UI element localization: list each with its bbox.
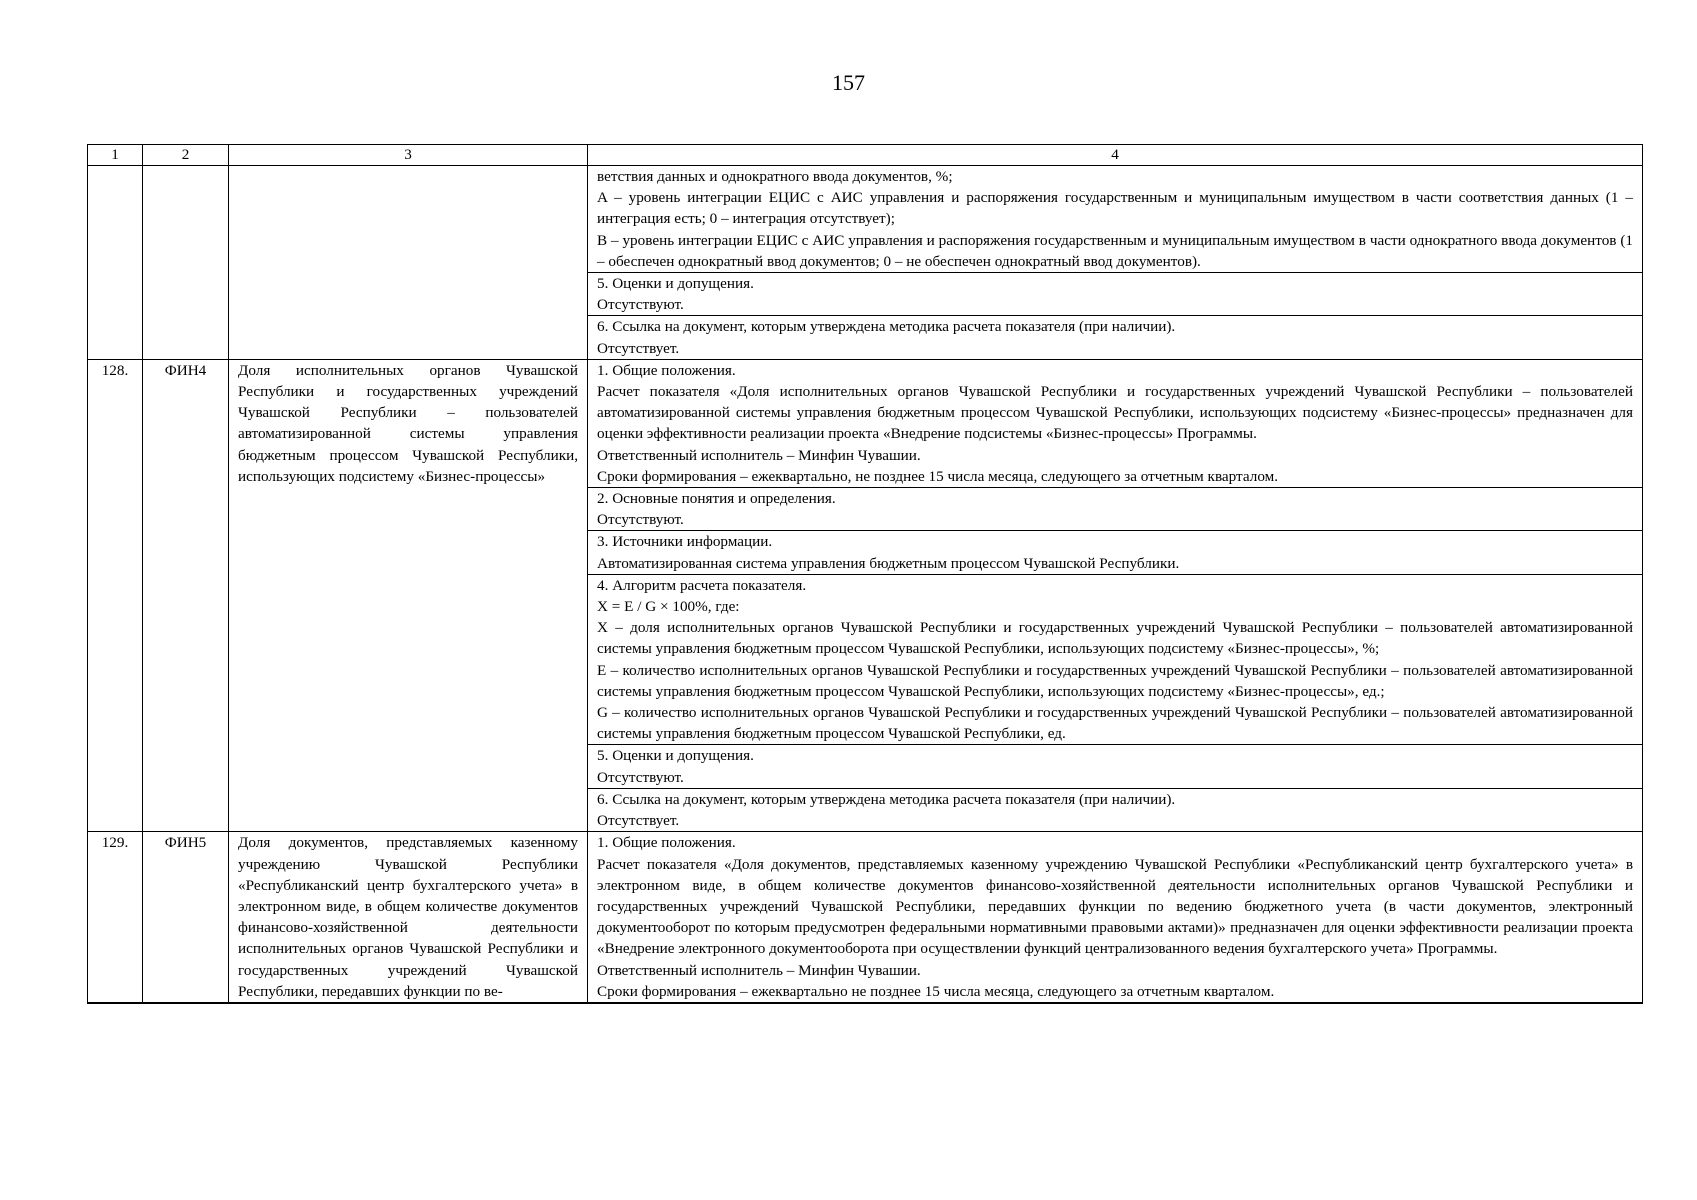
method-section bbox=[588, 488, 1643, 531]
formula: X = E / G × 100%, где: bbox=[597, 598, 740, 616]
section-line: 3. Источники информации. bbox=[597, 533, 773, 551]
row-number: 129. bbox=[88, 832, 143, 1003]
indicator-code bbox=[143, 166, 229, 360]
indicator-code: ФИН4 bbox=[143, 359, 229, 831]
header-col-4: 4 bbox=[588, 145, 1643, 166]
section-line: 6. Ссылка на документ, которым утверждена методика расчета показателя (при наличии). bbox=[597, 318, 1176, 336]
section-line: B – уровень интеграции ЕЦИС с АИС управления и распоряжения государственным и муниципальным имуществом в части однократного ввода документов (1 – обеспечен однократный ввод документов; 0 – не обеспечен однократный ввод документов). bbox=[597, 231, 1633, 270]
section-line: Расчет показателя «Доля исполнительных органов Чувашской Республики и государственных учреждений Чувашской Республики – пользователей автоматизированной системы управления бюджетным процессом Чувашской Республики, использующих подсистему «Бизнес-процессы» предназначен для оценки эффективности реализации проекта «Внедрение подсистемы «Бизнес-процессы» Программы. bbox=[597, 383, 1633, 443]
section-line: X – доля исполнительных органов Чувашской Республики и государственных учреждений Чувашской Республики – пользователей автоматизированной системы управления бюджетным процессом Чувашской Республики, использующих подсистему «Бизнес-процессы», %; bbox=[597, 619, 1633, 658]
section-line: Отсутствуют. bbox=[597, 296, 684, 314]
method-section bbox=[588, 166, 1643, 273]
row-number: 128. bbox=[88, 359, 143, 831]
section-line: Расчет показателя «Доля документов, представляемых казенному учреждению Чувашской Республики «Республиканский центр бухгалтерского учета» в электронном виде, в общем количестве документов финансово-хозяйственной деятельности исполнительных органов Чувашской Республики и государственных учреждений Чувашской Республики, передавших функции по ведению бюджетного учета (в части документов, электронный документооборот по которым предусмотрен федеральными нормативными правовыми актами)» предназначен для оценки эффективности реализации проекта «Внедрение электронного документооборота при осуществлении функций централизованного ведения бухгалтерского учета» Программы. bbox=[597, 855, 1633, 958]
header-col-2: 2 bbox=[143, 145, 229, 166]
section-line: Сроки формирования – ежеквартально не позднее 15 числа месяца, следующего за отчетным кварталом. bbox=[597, 982, 1275, 1000]
section-line: Сроки формирования – ежеквартально, не позднее 15 числа месяца, следующего за отчетным кварталом. bbox=[597, 467, 1279, 485]
indicator-table bbox=[87, 144, 1643, 1004]
indicator-name: Доля исполнительных органов Чувашской Республики и государственных учреждений Чувашской Республики – пользователей автоматизированной системы управления бюджетным процессом Чувашской Республики, использующих подсистему «Бизнес-процессы» bbox=[229, 359, 588, 831]
method-section bbox=[588, 359, 1643, 487]
section-line: Ответственный исполнитель – Минфин Чувашии. bbox=[597, 961, 921, 979]
section-line: Отсутствует. bbox=[597, 339, 680, 357]
section-line: Отсутствуют. bbox=[597, 511, 684, 529]
indicator-name bbox=[229, 166, 588, 360]
section-line: 5. Оценки и допущения. bbox=[597, 747, 754, 765]
section-line: 2. Основные понятия и определения. bbox=[597, 490, 836, 508]
method-section bbox=[588, 788, 1643, 831]
method-section bbox=[588, 832, 1643, 1003]
table-row bbox=[88, 832, 1643, 1003]
section-line: Ответственный исполнитель – Минфин Чувашии. bbox=[597, 446, 921, 464]
header-col-1: 1 bbox=[88, 145, 143, 166]
method-section bbox=[588, 531, 1643, 574]
section-line: ветствия данных и однократного ввода документов, %; bbox=[597, 168, 953, 185]
indicator-name: Доля документов, представляемых казенному учреждению Чувашской Республики «Республиканский центр бухгалтерского учета» в электронном виде, в общем количестве документов финансово-хозяйственной деятельности исполнительных органов Чувашской Республики и государственных учреждений Чувашской Республики, передавших функции по ве- bbox=[229, 832, 588, 1003]
section-line: E – количество исполнительных органов Чувашской Республики и государственных учреждений Чувашской Республики – пользователей автоматизированной системы управления бюджетным процессом Чувашской Республики, использующих подсистему «Бизнес-процессы», ед.; bbox=[597, 661, 1633, 700]
row-number bbox=[88, 166, 143, 360]
method-section bbox=[588, 273, 1643, 316]
section-line: 4. Алгоритм расчета показателя. bbox=[597, 576, 807, 594]
section-line: Отсутствуют. bbox=[597, 768, 684, 786]
indicator-code: ФИН5 bbox=[143, 832, 229, 1003]
method-section bbox=[588, 316, 1643, 359]
page-number: 157 bbox=[832, 70, 865, 95]
table-row bbox=[88, 166, 1643, 273]
method-section bbox=[588, 745, 1643, 788]
section-line: Автоматизированная система управления бюджетным процессом Чувашской Республики. bbox=[597, 554, 1180, 572]
section-line: 1. Общие положения. bbox=[597, 361, 736, 379]
section-line: Отсутствует. bbox=[597, 812, 680, 830]
method-section bbox=[588, 574, 1643, 745]
table-header-row bbox=[88, 145, 1643, 166]
section-line: G – количество исполнительных органов Чувашской Республики и государственных учреждений Чувашской Республики – пользователей автоматизированной системы управления бюджетным процессом Чувашской Республики, ед. bbox=[597, 704, 1633, 743]
section-line: 5. Оценки и допущения. bbox=[597, 275, 754, 293]
header-col-3: 3 bbox=[229, 145, 588, 166]
section-line: A – уровень интеграции ЕЦИС с АИС управления и распоряжения государственным и муниципальным имуществом в части соответствия данных (1 – интеграция есть; 0 – интеграция отсутствует); bbox=[597, 189, 1633, 228]
section-line: 6. Ссылка на документ, которым утверждена методика расчета показателя (при наличии). bbox=[597, 790, 1176, 808]
table-row bbox=[88, 359, 1643, 487]
section-line: 1. Общие положения. bbox=[597, 834, 736, 852]
